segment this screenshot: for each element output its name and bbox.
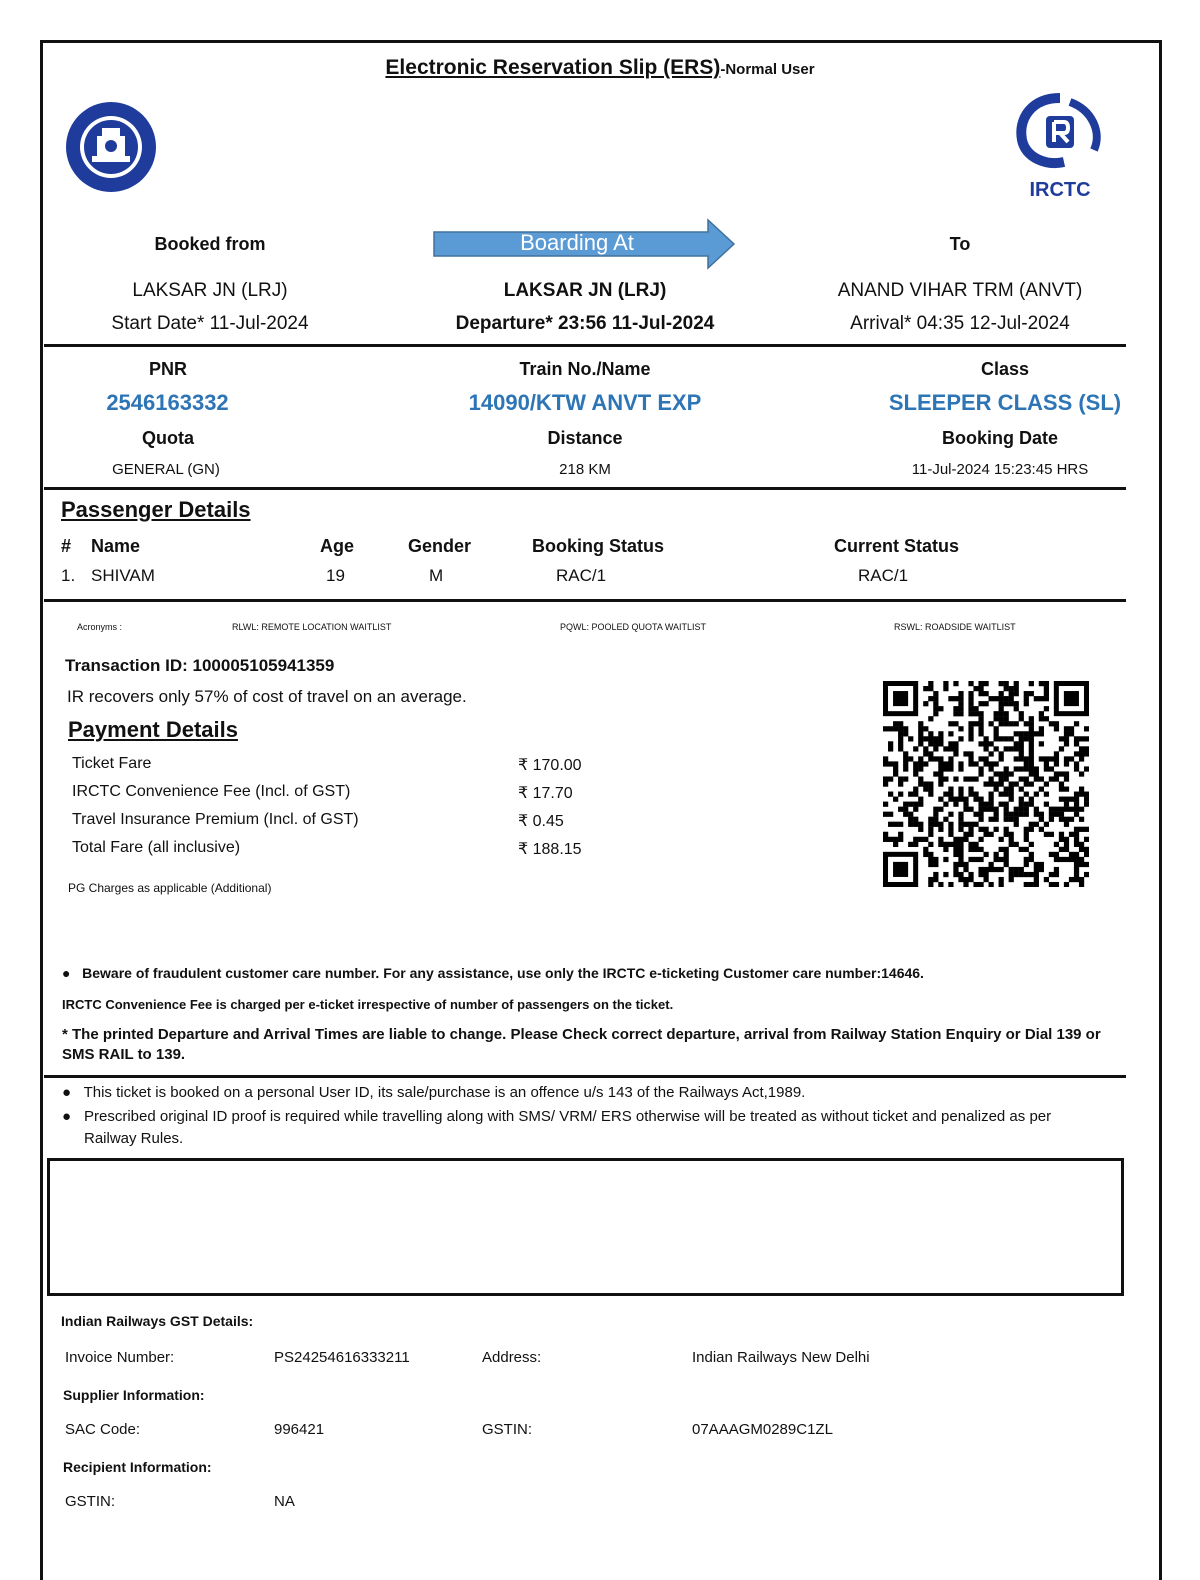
col-age: Age <box>320 536 355 556</box>
recipient-heading: Recipient Information: <box>63 1459 212 1475</box>
bullet-icon: ● <box>62 1084 84 1101</box>
divider-3 <box>44 599 1126 602</box>
start-date: Start Date* 11-Jul-2024 <box>111 313 309 334</box>
class-value: SLEEPER CLASS (SL) <box>888 390 1122 415</box>
address-label: Address: <box>482 1349 542 1366</box>
gst-heading: Indian Railways GST Details: <box>61 1313 254 1329</box>
passenger-gender: M <box>429 566 444 585</box>
pg-charges-note: PG Charges as applicable (Additional) <box>68 881 272 895</box>
beware-note <box>62 965 1122 981</box>
title-main: Electronic Reservation Slip (ERS) <box>385 56 721 79</box>
bullet-icon: ● <box>62 1108 72 1125</box>
times-note: * The printed Departure and Arrival Times are liable to change. Please Check correct departure, arrival from Railway Station Enquiry or Dial 139 or SMS RAIL to 139. <box>62 1026 1101 1063</box>
col-current-status: Current Status <box>834 536 960 556</box>
col-gender: Gender <box>408 536 472 556</box>
address-value: Indian Railways New Delhi <box>692 1349 870 1366</box>
irctc-logo-text: IRCTC <box>1029 179 1091 201</box>
passenger-details-heading: Passenger Details <box>61 497 251 522</box>
divider-1 <box>44 344 1126 347</box>
payment-amount-ticket-fare: ₹ 170.00 <box>518 757 582 774</box>
personal-id-text: This ticket is booked on a personal User ID, its sale/purchase is an offence u/s 143 of the Railways Act,1989. <box>83 1084 806 1101</box>
to-station: ANAND VIHAR TRM (ANVT) <box>837 280 1083 301</box>
title-subtitle: -Normal User <box>720 61 815 78</box>
payment-label-ticket-fare: Ticket Fare <box>72 755 152 772</box>
recipient-gstin-label: GSTIN: <box>65 1493 116 1510</box>
from-station: LAKSAR JN (LRJ) <box>132 280 288 301</box>
departure-time: Departure* 23:56 11-Jul-2024 <box>455 313 715 334</box>
boarding-at-label: Boarding At <box>520 230 634 255</box>
recipient-gstin-value: NA <box>274 1493 295 1510</box>
payment-amount-convenience-fee: ₹ 17.70 <box>518 785 573 802</box>
sac-value: 996421 <box>274 1421 325 1438</box>
id-proof-note <box>62 1106 1102 1150</box>
id-proof-text: Prescribed original ID proof is required while travelling along with SMS/ VRM/ ERS otherwise will be treated as without ticket and penalized as per Railway Rules. <box>84 1108 1052 1147</box>
blank-box <box>47 1158 1124 1296</box>
supplier-heading: Supplier Information: <box>63 1387 205 1403</box>
quota-label: Quota <box>142 428 194 448</box>
quota-value: GENERAL (GN) <box>112 461 220 478</box>
arrival-time: Arrival* 04:35 12-Jul-2024 <box>850 313 1070 334</box>
passenger-current-status: RAC/1 <box>858 566 909 585</box>
booked-from-label: Booked from <box>154 234 266 254</box>
page-title <box>0 56 1200 80</box>
divider-2 <box>44 487 1126 490</box>
col-name: Name <box>91 536 141 556</box>
class-label: Class <box>980 359 1030 379</box>
distance-value: 218 KM <box>559 461 611 478</box>
payment-amount-insurance: ₹ 0.45 <box>518 813 564 830</box>
sac-label: SAC Code: <box>65 1421 141 1438</box>
indian-railways-emblem-icon <box>64 100 158 194</box>
pnr-value: 2546163332 <box>106 390 229 415</box>
transaction-id: Transaction ID: 100005105941359 <box>65 656 335 675</box>
recovery-note: IR recovers only 57% of cost of travel on an average. <box>67 687 467 706</box>
train-label: Train No./Name <box>519 359 651 379</box>
qr-code-icon <box>883 681 1089 887</box>
booking-date-value: 11-Jul-2024 15:23:45 HRS <box>911 461 1089 478</box>
col-booking-status: Booking Status <box>532 536 665 556</box>
convenience-note: IRCTC Convenience Fee is charged per e-ticket irrespective of number of passengers on the ticket. <box>62 997 674 1012</box>
train-value: 14090/KTW ANVT EXP <box>468 390 702 415</box>
supplier-gstin-label: GSTIN: <box>482 1421 533 1438</box>
acronyms-label: Acronyms : <box>77 622 123 632</box>
payment-label-total: Total Fare (all inclusive) <box>72 839 241 856</box>
acronym-rswl: RSWL: ROADSIDE WAITLIST <box>894 622 1016 632</box>
bullet-icon: ● <box>62 965 83 981</box>
payment-label-convenience-fee: IRCTC Convenience Fee (Incl. of GST) <box>72 783 351 800</box>
payment-amount-total: ₹ 188.15 <box>518 841 582 858</box>
invoice-label: Invoice Number: <box>65 1349 175 1366</box>
payment-label-insurance: Travel Insurance Premium (Incl. of GST) <box>72 811 359 828</box>
beware-text: Beware of fraudulent customer care number. For any assistance, use only the IRCTC e-ticketing Customer care number:14646. <box>82 965 924 981</box>
pnr-label: PNR <box>148 359 187 379</box>
personal-id-note <box>62 1084 1102 1101</box>
booking-date-label: Booking Date <box>941 428 1058 448</box>
boarding-station: LAKSAR JN (LRJ) <box>503 280 667 301</box>
divider-4 <box>44 1075 1126 1078</box>
passenger-no: 1. <box>61 566 76 585</box>
payment-details-heading: Payment Details <box>68 717 238 742</box>
irctc-logo-icon <box>1010 92 1110 204</box>
supplier-gstin-value: 07AAAGM0289C1ZL <box>692 1421 833 1438</box>
col-no: # <box>61 536 72 556</box>
to-label: To <box>949 234 971 254</box>
acronym-pqwl: PQWL: POOLED QUOTA WAITLIST <box>560 622 707 632</box>
distance-label: Distance <box>547 428 623 448</box>
passenger-name: SHIVAM <box>91 566 155 585</box>
passenger-age: 19 <box>326 566 345 585</box>
invoice-number: PS24254616333211 <box>274 1349 410 1366</box>
acronym-rlwl: RLWL: REMOTE LOCATION WAITLIST <box>232 622 392 632</box>
passenger-booking-status: RAC/1 <box>556 566 607 585</box>
